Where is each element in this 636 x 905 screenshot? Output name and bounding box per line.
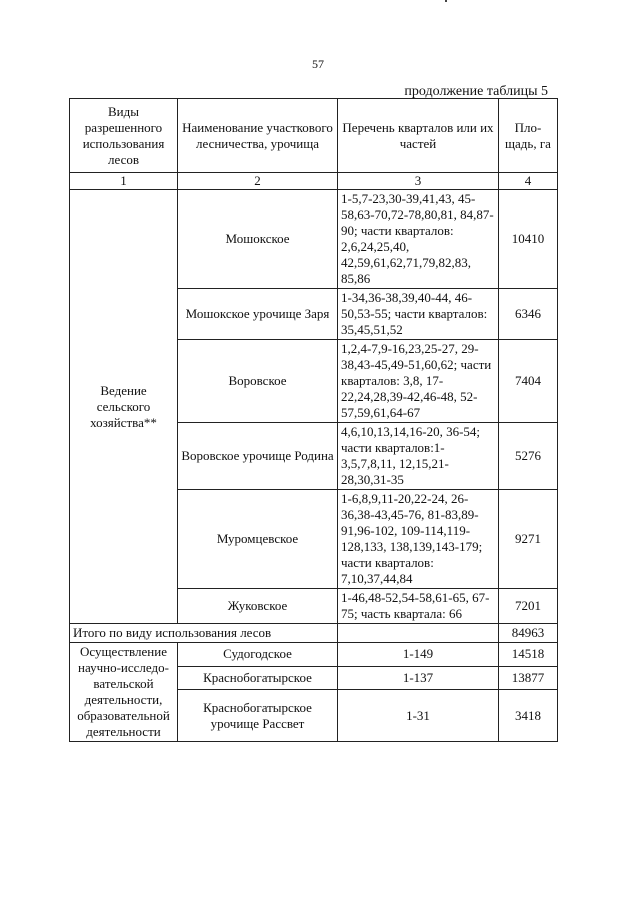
- use-type-agriculture: Ведение сельского хозяйства**: [70, 190, 178, 624]
- page-number: 57: [312, 57, 324, 71]
- total-empty-cell: [338, 624, 499, 643]
- quarters-list: 1-137: [338, 666, 499, 690]
- scan-speck: [445, 0, 447, 2]
- forestry-name: Муромцевское: [178, 490, 338, 589]
- forest-use-table: [69, 98, 558, 742]
- forestry-name: Мошокское: [178, 190, 338, 289]
- forestry-name: Жуковское: [178, 589, 338, 624]
- column-number: 2: [178, 173, 338, 190]
- quarters-list: 1-34,36-38,39,40-44, 46-50,53-55; части кварталов: 35,45,51,52: [338, 289, 499, 340]
- forestry-name: Судогодское: [178, 643, 338, 667]
- quarters-list: 4,6,10,13,14,16-20, 36-54; части кварталов:1-3,5,7,8,11, 12,15,21-28,30,31-35: [338, 423, 499, 490]
- header-area: Пло-щадь, га: [499, 99, 558, 173]
- forestry-name: Мошокское урочище Заря: [178, 289, 338, 340]
- header-row: [70, 99, 558, 173]
- area-value: 6346: [499, 289, 558, 340]
- total-area-value: 84963: [499, 624, 558, 643]
- forestry-name: Краснобогатырское урочище Рассвет: [178, 690, 338, 742]
- quarters-list: 1-149: [338, 643, 499, 667]
- column-number: 3: [338, 173, 499, 190]
- header-forestry-name: Наименование участкового лесничества, урочища: [178, 99, 338, 173]
- area-value: 7404: [499, 340, 558, 423]
- area-value: 5276: [499, 423, 558, 490]
- forestry-name: Краснобогатырское: [178, 666, 338, 690]
- column-number: 1: [70, 173, 178, 190]
- quarters-list: 1-5,7-23,30-39,41,43, 45-58,63-70,72-78,80,81, 84,87-90; части кварталов: 2,6,24,25,40, 42,59,61,62,71,79,82,83, 85,86: [338, 190, 499, 289]
- total-label: Итого по виду использования лесов: [70, 624, 338, 643]
- area-value: 7201: [499, 589, 558, 624]
- column-number: 4: [499, 173, 558, 190]
- table-row: [70, 643, 558, 667]
- header-use-type: Виды разрешенного использования лесов: [70, 99, 178, 173]
- area-value: 14518: [499, 643, 558, 667]
- column-number-row: [70, 173, 558, 190]
- area-value: 9271: [499, 490, 558, 589]
- forestry-name: Воровское: [178, 340, 338, 423]
- header-quarters-list: Перечень кварталов или их частей: [338, 99, 499, 173]
- area-value: 13877: [499, 666, 558, 690]
- total-row: [70, 624, 558, 643]
- forestry-name: Воровское урочище Родина: [178, 423, 338, 490]
- quarters-list: 1-6,8,9,11-20,22-24, 26-36,38-43,45-76, 81-83,89-91,96-102, 109-114,119-128,133, 138,139,143-179; части кварталов: 7,10,37,44,84: [338, 490, 499, 589]
- table-row: [70, 190, 558, 289]
- quarters-list: 1-31: [338, 690, 499, 742]
- area-value: 3418: [499, 690, 558, 742]
- quarters-list: 1,2,4-7,9-16,23,25-27, 29-38,43-45,49-51,60,62; части кварталов: 3,8, 17-22,24,28,39-42,46-48, 52-57,59,61,64-67: [338, 340, 499, 423]
- area-value: 10410: [499, 190, 558, 289]
- use-type-research: Осуществление научно-исследо-вательской деятельности, образовательной деятельности: [70, 643, 178, 742]
- table-continuation-note: продолжение таблицы 5: [404, 84, 548, 99]
- quarters-list: 1-46,48-52,54-58,61-65, 67-75; часть квартала: 66: [338, 589, 499, 624]
